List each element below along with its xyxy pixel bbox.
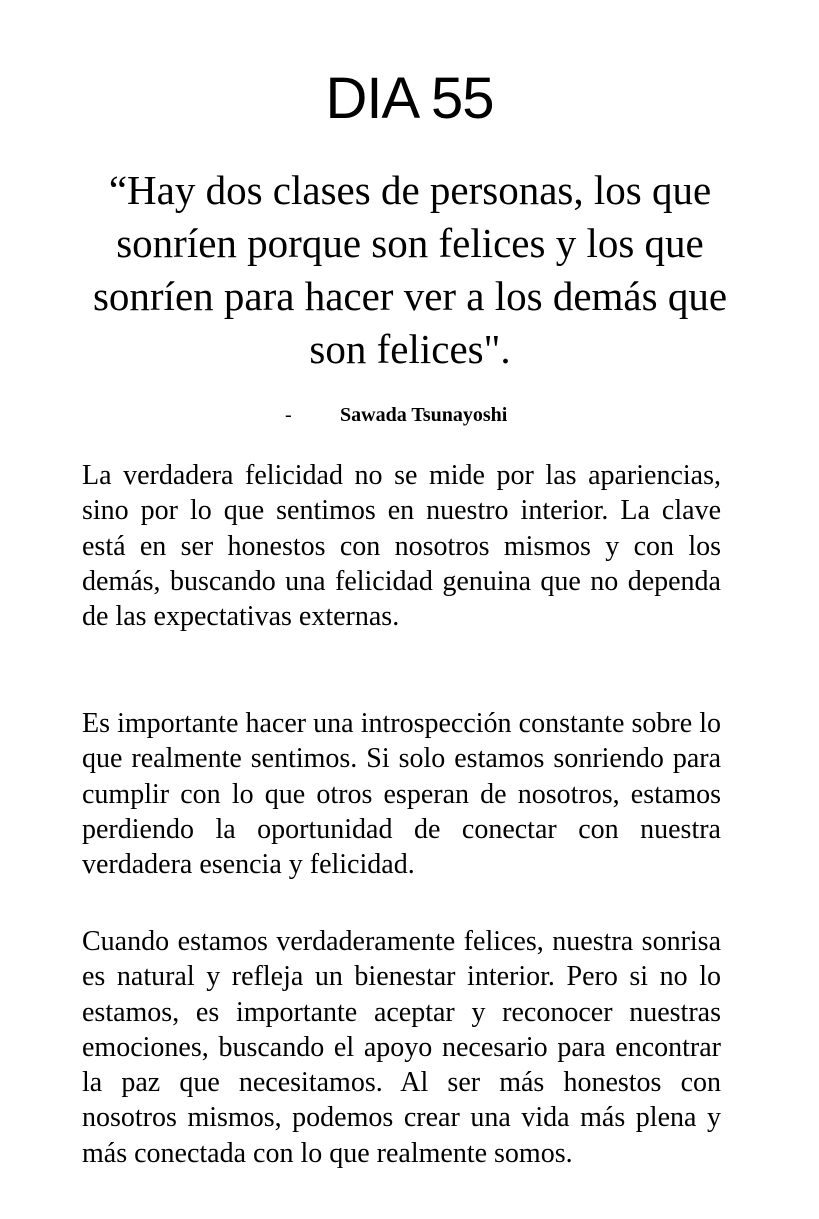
quote-author: Sawada Tsunayoshi	[340, 404, 508, 426]
page-title: DIA 55	[325, 66, 494, 131]
body-paragraph-2: Es importante hacer una introspección constante sobre lo que realmente sentimos. Si solo estamos sonriendo para cumplir con lo que otros esperan de nosotros, estamos perdiendo la oportunidad de conectar con nuestra verdadera esencia y felicidad.	[82, 708, 721, 881]
body-paragraph-3: Cuando estamos verdaderamente felices, nuestra sonrisa es natural y refleja un bienestar interior. Pero si no lo estamos, es importante aceptar y reconocer nuestras emociones, buscando el apoyo necesario para encontrar la paz que necesitamos. Al ser más honestos con nosotros mismos, podemos crear una vida más plena y más conectada con lo que realmente somos.	[82, 926, 721, 1169]
attribution-dash: -	[285, 404, 292, 426]
quote-attribution	[0, 402, 819, 428]
quote-text: “Hay dos clases de personas, los que sonríen porque son felices y los que sonríen para hacer ver a los demás que son felices".	[92, 167, 728, 372]
body-paragraph-1: La verdadera felicidad no se mide por las apariencias, sino por lo que sentimos en nuestro interior. La clave está en ser honestos con nosotros mismos y con los demás, buscando una felicidad genuina que no dependa de las expectativas externas.	[82, 460, 721, 633]
